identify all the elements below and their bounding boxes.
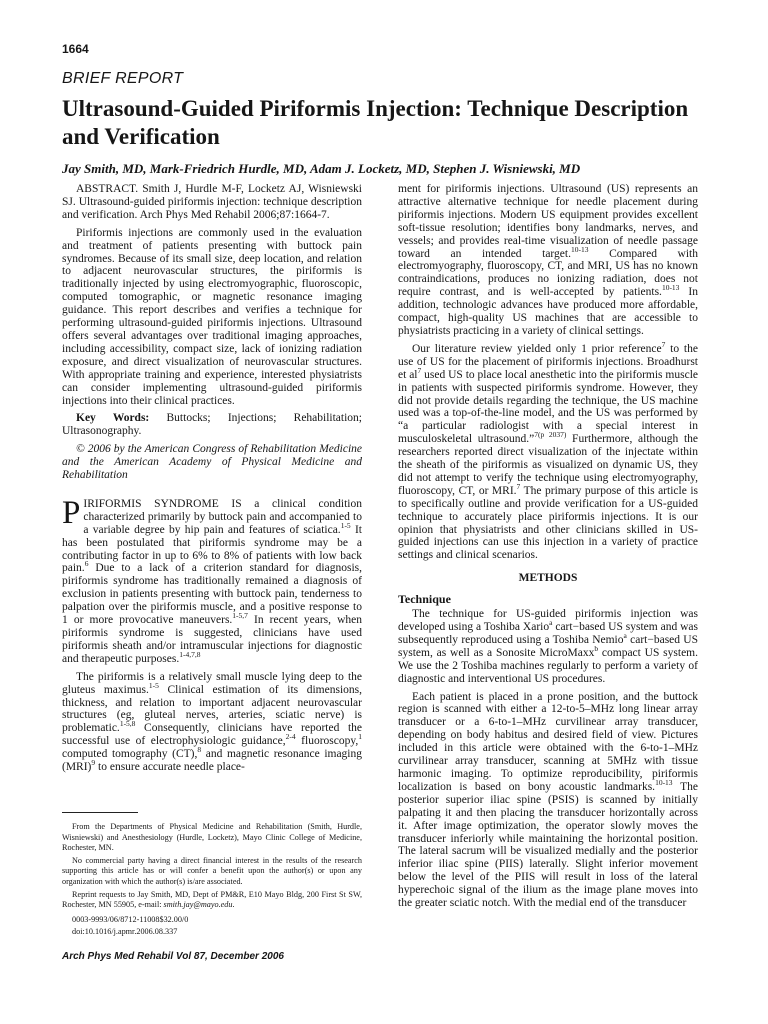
text-run: compact US system. We use the 2 Toshiba machines regularly to perform a variety of diagnostic and interventional US procedures. — [398, 646, 698, 685]
citation-ref: 7(p 2037) — [534, 430, 567, 440]
text-run: to the use of US for the placement of piriformis injections. Broadhurst et al — [398, 342, 698, 381]
right-column — [398, 183, 698, 915]
text-run: Furthermore, although the researchers reported direct visualization of the injectate within the sheath of the piriformis as visualized on dynamic US, they did not attempt to verify the technique using electromyography, fluoroscopy, CT, or MRI. — [398, 433, 698, 497]
footnote-marker: a — [549, 618, 553, 628]
copyright-notice: © 2006 by the American Congress of Rehabilitation Medicine and the American Academy of Physical Medicine and Rehabilitation — [62, 443, 362, 482]
text-run: cart−based US system and was subsequently reproduced using a Toshiba Nemio — [398, 621, 698, 646]
citation-ref: 10-13 — [655, 778, 673, 788]
text-run: In addition, technologic advances have produced more affordable, compact, high-quality US machines that are accessible to physiatrists practicing in a variety of clinical settings. — [398, 286, 698, 337]
body-paragraph-4 — [398, 691, 698, 910]
text-run: Reprint requests to Jay Smith, MD, Dept of PM&R, E10 Mayo Bldg, 200 First St SW, Rochester, MN 55905, e-mail: — [62, 889, 362, 910]
page-number: 1664 — [62, 42, 89, 56]
citation-ref: 1-5 — [340, 520, 351, 530]
text-run: The posterior superior iliac spine (PSIS) is scanned by initially palpating it and then placing the transducer horizontally across it. After image optimization, the operator slowly moves the transducer inferiorly while maintaining the horizontal position. The lateral sacrum will be visualized medially and the posterior inferior iliac spine (PIIS) laterally. Slight inferior movement below the level of the PIIS will result in loss of the lateral hyperechoic signal of the ilium as the image plane moves into the greater sciatic notch. With the medial end of the transducer — [398, 780, 698, 910]
footnotes — [62, 812, 362, 940]
text-run: fluoroscopy, — [295, 735, 359, 748]
keywords — [62, 412, 362, 438]
citation-ref: 9 — [91, 758, 96, 768]
drop-cap: P — [62, 494, 81, 531]
citation-ref: 10-13 — [661, 283, 680, 293]
text-run: It has been postulated that piriformis syndrome may be a contributing factor in up to 6% to 8% of patients with low back pain. — [62, 523, 363, 575]
methods-heading: METHODS — [518, 572, 578, 585]
text-run: cart−based US system, as well as a Sonosite MicroMaxx — [398, 633, 698, 659]
citation-ref: 1 — [358, 732, 362, 742]
issn-line: 0003-9993/06/8712-11008$32.00/0 — [72, 914, 189, 924]
text-run: to ensure accurate needle place- — [95, 761, 245, 774]
affiliation-note: From the Departments of Physical Medicine and Rehabilitation (Smith, Hurdle, Wisniewski) and Anesthesiology (Hurdle, Locketz), Mayo Clinic College of Medicine, Rochester, MN. — [62, 822, 362, 853]
doi-line: doi:10.1016/j.apmr.2006.08.337 — [72, 927, 178, 937]
text-run: computed tomography (CT), — [62, 748, 198, 761]
footnote-marker: b — [594, 643, 599, 653]
reprint-note — [62, 890, 362, 911]
text-run: a clinical condition characterized primarily by buttock pain and accompanied to a variable degree by hip pain and features of sciatica. — [83, 497, 362, 536]
abstract — [62, 183, 362, 482]
text-run: Clinical estimation of its dimensions, thickness, and relation to important adjacent neurovascular structures (eg, gluteal nerves, arteries, sciatic nerve) is problematic. — [62, 683, 363, 735]
text-run: and magnetic resonance imaging (MRI) — [62, 748, 363, 774]
abstract-citation: ABSTRACT. Smith J, Hurdle M-F, Locketz AJ, Wisniewski SJ. Ultrasound-guided piriformis injection: technique description and verification. Arch Phys Med Rehabil 2006;87:1664-7. — [62, 183, 362, 221]
intro-paragraph-2 — [62, 671, 362, 774]
email-link[interactable]: smith.jay@mayo.edu — [163, 900, 233, 910]
text-run: The piriformis is a relatively small muscle lying deep to the gluteus maximus. — [62, 670, 362, 696]
keywords-list: Buttocks; Injections; Rehabilitation; Ultrasonography. — [62, 412, 362, 438]
citation-ref: 8 — [197, 745, 202, 755]
text-run: ment for piriformis injections. Ultrasound (US) represents an attractive alternative technique for needle placement during piriformis injections. Modern US equipment provides excellent soft-tissue resolution; identifies bony landmarks, nerves, and vessels; and provides real-time visualization of needle passage toward an intended target. — [398, 183, 698, 260]
citation-ref: 2-4 — [285, 732, 296, 742]
abstract-body: Piriformis injections are commonly used in the evaluation and treatment of patients presenting with buttock pain syndromes. Because of its small size, deep location, and relation to adjacent neurovascular structures, the piriformis is traditionally injected by using electromyographic, fluoroscopic, computed tomographic, or magnetic resonance imaging guidance. This report describes and verifies a technique for performing ultrasound-guided piriformis injections. Ultrasound offers several advantages over traditional imaging approaches, including accessibility, compact size, lack of ionizing radiation exposure, and direct visualization of neurovascular structures. With appropriate training and experience, interested physiatrists can consider implementing ultrasound-guided piriformis injections into their clinical practices. — [62, 226, 362, 407]
body-paragraph-2 — [398, 340, 699, 562]
intro-paragraph-1 — [62, 494, 363, 666]
article-title: Ultrasound-Guided Piriformis Injection: Technique Description and Verification — [62, 96, 689, 149]
citation-ref: 6 — [84, 559, 89, 569]
citation-ref: 1-5 — [148, 680, 159, 690]
text-run: Compared with electromyography, fluoroscopy, CT, and MRI, US has no known contraindications, produces no ionizing radiation, does not require contrast, and is well-accepted by patients. — [398, 247, 698, 299]
intro-lead: IRIFORMIS SYNDROME IS — [83, 497, 242, 510]
text-run: The primary purpose of this article is to specifically outline and provide verification for a US-guided technique to accurately place piriformis injections. It is our opinion that physiatrists and other clinicians skilled in US-guided injections can use this injection in a variety of practice settings and clinical scenarios. — [398, 484, 699, 562]
footnote-marker: a — [623, 631, 627, 641]
report-type-label: BRIEF REPORT — [62, 70, 184, 87]
text-run: Consequently, clinicians have reported the successful use of electrophysiologic guidance, — [62, 722, 362, 748]
body-paragraph-3 — [398, 608, 698, 685]
citation-ref: 1-4,7,8 — [179, 649, 201, 659]
text-run: Each patient is placed in a prone position, and the buttock region is scanned with either a 12-to-5–MHz long linear array transducer or a 6-to-1–MHz curvilinear array transducer, depending on body habitus and desired field of view. Pictures included in this article were obtained with the 6-to-1–MHz curvilinear array transducer, scanning at 5MHz with tissue harmonic imaging. To optimize reproducibility, piriformis localization is based on bony acoustic landmarks. — [398, 690, 698, 793]
author-list: Jay Smith, MD, Mark-Friedrich Hurdle, MD, Adam J. Locketz, MD, Stephen J. Wisniewski, MD — [62, 161, 581, 176]
journal-footer: Arch Phys Med Rehabil Vol 87, December 2006 — [62, 951, 284, 962]
text-run: The technique for US-guided piriformis injection was developed using a Toshiba Xario — [398, 608, 698, 633]
text-run: . — [232, 900, 235, 910]
citation-ref: 1-5,8 — [119, 719, 136, 729]
disclosure-note: No commercial party having a direct financial interest in the results of the research supporting this article has or will confer a benefit upon the author(s) or upon any organization with which the author(s) is/are associated. — [62, 855, 362, 886]
citation-ref: 7 — [417, 365, 422, 375]
citation-ref: 7 — [661, 340, 666, 350]
citation-ref: 1-5,7 — [232, 611, 248, 621]
keywords-label: Key Words: — [76, 412, 150, 425]
text-run: used US to place local anesthetic into the piriformis muscle in patients with suspected piriformis syndrome. However, they did not provide details regarding the technique, the US machine used was a top-of-the-line model, and the US was performed by “a particular radiologist with a special interest in musculoskeletal ultrasound.” — [398, 368, 698, 446]
body-paragraph-1 — [398, 183, 698, 338]
text-run: Our literature review yielded only 1 prior reference — [412, 342, 662, 355]
citation-ref: 7 — [516, 482, 521, 492]
footnote-divider — [62, 812, 138, 813]
technique-heading: Technique — [398, 592, 451, 607]
citation-ref: 10-13 — [570, 244, 589, 254]
text-run: In recent years, when piriformis syndrome is suggested, clinicians have used piriformis sheath and/or intramuscular injections for diagnostic and therapeutic purposes. — [62, 614, 362, 665]
left-column — [62, 183, 362, 779]
text-run: Due to a lack of a criterion standard for diagnosis, piriformis syndrome has traditionally remained a diagnosis of exclusion in patients presenting with buttock pain, tenderness to palpation over the piriformis muscle, and a positive response to 1 or more provocative maneuvers. — [62, 562, 362, 627]
